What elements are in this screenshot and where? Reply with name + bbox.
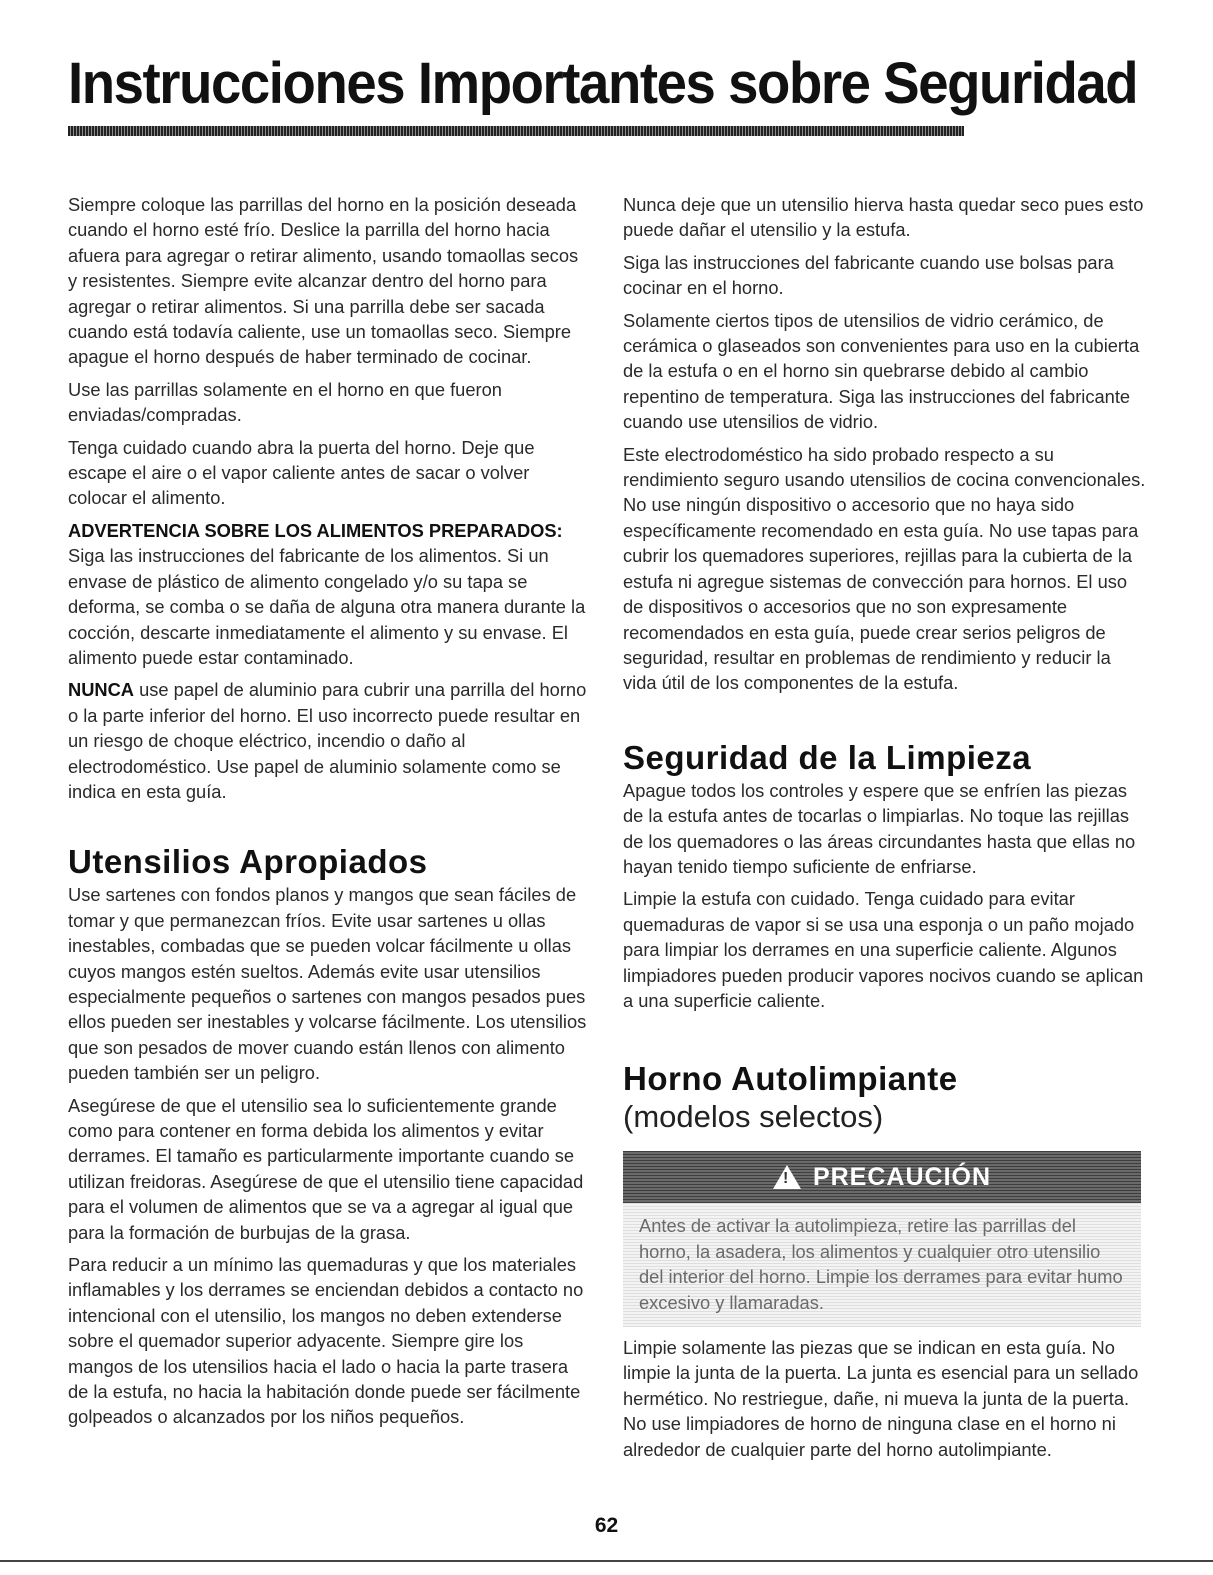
caution-box <box>623 1151 1141 1327</box>
paragraph: Asegúrese de que el utensilio sea lo suficientemente grande como para contener en forma debida los alimentos y evitar derrames. El tamaño es particularmente importante cuando se utilizan freidoras. Asegúrese de que el utensilio tiene capacidad para el volumen de alimentos que se va a agregar al igual que para la formación de burbujas de la grasa. <box>68 1094 584 1243</box>
paragraph: Siga las instrucciones del fabricante de los alimentos. Si un envase de plástico de alimento congelado y/o su tapa se deforma, se comba o se daña de alguna otra manera durante la cocción, descarte inmediatamente el alimento y su envase. El alimento puede estar contaminado. <box>68 545 586 668</box>
warning-triangle-icon: ! <box>773 1165 801 1189</box>
page-title: Instrucciones Importantes sobre Seguridad <box>68 51 1138 116</box>
caution-label: PRECAUCIÓN <box>812 1162 992 1191</box>
section-heading-horno: Horno Autolimpiante <box>623 1060 958 1098</box>
right-column <box>623 192 1148 1469</box>
caution-header <box>623 1151 1141 1203</box>
paragraph: Para reducir a un mínimo las quemaduras y que los materiales inflamables y los derrames se enciendan debidos a contacto no intencional con el utensilio, los mangos no deben extenderse sobre el quemador superior adyacente. Siempre gire los mangos de los utensilios hacia el lado o hacia la parte trasera de la estufa, no hacia la habitación donde puede ser fácilmente golpeados o alcanzados por los niños pequeños. <box>68 1254 584 1428</box>
paragraph-nunca <box>68 677 592 804</box>
paragraph: Siempre coloque las parrillas del horno en la posición deseada cuando el horno esté frío. Deslice la parrilla del horno hacia afuera para agregar o retirar alimento, usando tomaollas secos y resistentes. Siempre evite alcanzar dentro del horno para agregar o retirar alimentos. Si una parrilla debe ser sacada cuando está todavía caliente, use un tomaollas seco. Siempre apague el horno después de haber terminado de cocinar. <box>68 194 579 368</box>
page-number: 62 <box>594 1514 619 1537</box>
emphasis-nunca: NUNCA <box>68 679 135 701</box>
paragraph-text: use papel de aluminio para cubrir una parrilla del horno o la parte inferior del horno. El uso incorrecto puede resultar en un riesgo de choque eléctrico, incendio o daño al electrodoméstico. Use papel de aluminio solamente como se indica en esta guía. <box>68 679 587 802</box>
paragraph: Este electrodoméstico ha sido probado respecto a su rendimiento seguro usando utensilios de cocina convencionales. No use ningún dispositivo o accesorio que no haya sido específicamente recomendado en esta guía. No use tapas para cubrir los quemadores superiores, rejillas para la cubierta de la estufa ni agregue sistemas de convección para hornos. El uso de dispositivos o accesorios que no son expresamente recomendados en esta guía, puede crear serios peligros de seguridad, resultar en problemas de rendimiento y reducir la vida útil de los componentes de la estufa. <box>623 443 1146 694</box>
bottom-rule <box>0 1560 1213 1562</box>
warning-heading: ADVERTENCIA SOBRE LOS ALIMENTOS PREPARADOS: <box>68 519 563 541</box>
paragraph: Nunca deje que un utensilio hierva hasta quedar seco pues esto puede dañar el utensilio y la estufa. <box>623 194 1144 241</box>
caution-text: Antes de activar la autolimpieza, retire las parrillas del horno, la asadera, los alimentos y cualquier otro utensilio del interior del horno. Limpie los derrames para evitar humo excesivo y llamaradas. <box>639 1215 1123 1313</box>
paragraph: Solamente ciertos tipos de utensilios de vidrio cerámico, de cerámica o glaseados son convenientes para uso en la cubierta de la estufa o en el horno sin quebrarse debido al cambio repentino de temperatura. Siga las instrucciones del fabricante cuando use utensilios de vidrio. <box>623 309 1140 433</box>
paragraph: Limpie solamente las piezas que se indican en esta guía. No limpie la junta de la puerta. La junta es esencial para un sellado hermético. No restriegue, dañe, ni mueva la junta de la puerta. No use limpiadores de horno de ninguna clase en el horno ni alrededor de cualquier parte del horno autolimpiante. <box>623 1337 1139 1460</box>
paragraph: Limpie la estufa con cuidado. Tenga cuidado para evitar quemaduras de vapor si se usa una esponja o un paño mojado para limpiar los derrames en una superficie caliente. Algunos limpiadores pueden producir vapores nocivos cuando se aplican a una superficie caliente. <box>623 888 1144 1011</box>
paragraph: Tenga cuidado cuando abra la puerta del horno. Deje que escape el aire o el vapor caliente antes de sacar o volver colocar el alimento. <box>68 436 535 509</box>
section-subheading: (modelos selectos) <box>623 1099 884 1135</box>
paragraph: Apague todos los controles y espere que se enfríen las piezas de la estufa antes de tocarlas o limpiarlas. No toque las rejillas de los quemadores o las áreas circundantes hasta que ellas no hayan tenido tiempo suficiente de enfriarse. <box>623 779 1136 877</box>
paragraph: Siga las instrucciones del fabricante cuando use bolsas para cocinar en el horno. <box>623 251 1114 299</box>
paragraph: Use sartenes con fondos planos y mangos que sean fáciles de tomar y que permanezcan fríos. Evite usar sartenes u ollas inestables, combadas que se pueden volcar fácilmente u ollas cuyos mangos estén sueltos. Además evite usar utensilios especialmente pequeños o sartenes con mangos pesados pues ellos pueden ser inestables y volcarse fácilmente. Los utensilios que son pesados de mover cuando están llenos con alimento pueden también ser un peligro. <box>68 884 587 1084</box>
paragraph: Use las parrillas solamente en el horno en que fueron enviadas/compradas. <box>68 378 502 426</box>
title-rule <box>68 126 964 136</box>
section-heading-utensilios: Utensilios Apropiados <box>68 843 428 881</box>
left-column <box>68 192 592 1437</box>
section-heading-limpieza: Seguridad de la Limpieza <box>623 738 1032 776</box>
